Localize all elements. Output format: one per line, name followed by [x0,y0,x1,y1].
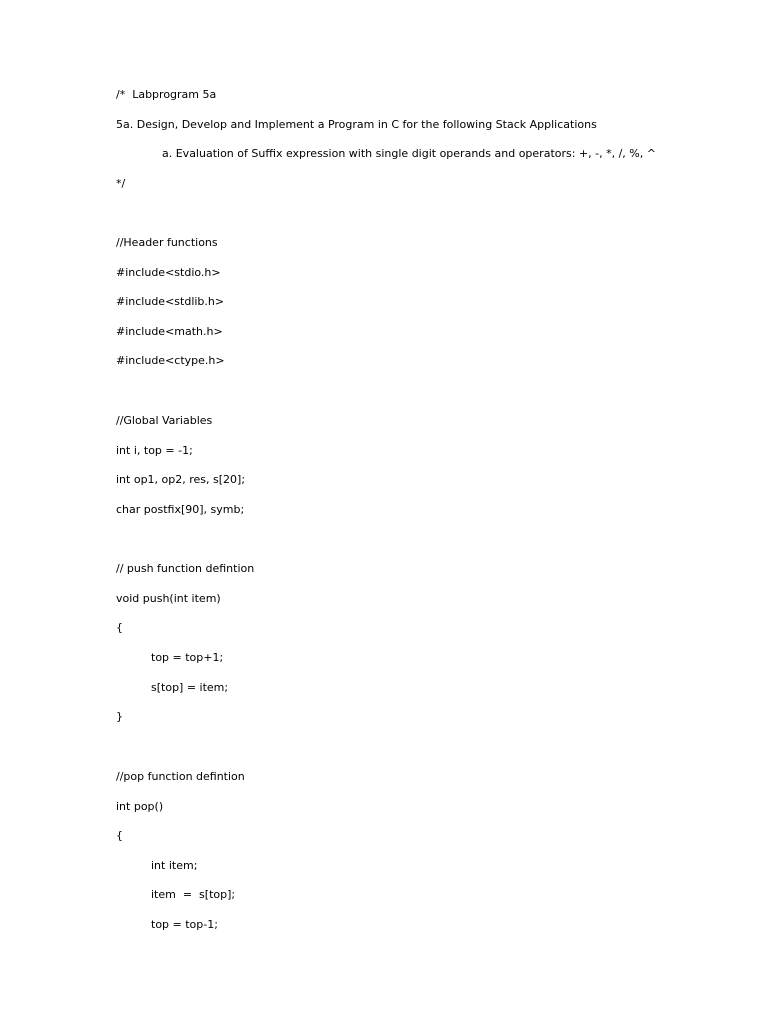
pop-open-brace-line: { [116,829,123,842]
include-ctype-line: #include<ctype.h> [116,354,225,367]
pop-decrement-line: top = top-1; [151,918,218,931]
pop-read-item-line: item = s[top]; [151,888,236,901]
push-open-brace-line: { [116,621,123,634]
global-int-top-line: int i, top = -1; [116,444,193,457]
include-stdlib-line: #include<stdlib.h> [116,295,225,308]
global-operands-line: int op1, op2, res, s[20]; [116,473,246,486]
assignment-subtitle-line: a. Evaluation of Suffix expression with single digit operands and operators: +, -, *, /, %, ^ [162,147,656,160]
global-postfix-line: char postfix[90], symb; [116,503,245,516]
include-math-line: #include<math.h> [116,325,223,338]
comment-start-line: /* Labprogram 5a [116,88,217,101]
globals-comment-line: //Global Variables [116,414,213,427]
header-comment-line: //Header functions [116,236,218,249]
push-close-brace-line: } [116,710,123,723]
pop-declare-item-line: int item; [151,859,198,872]
push-increment-line: top = top+1; [151,651,224,664]
push-signature-line: void push(int item) [116,592,221,605]
pop-comment-line: //pop function defintion [116,770,245,783]
assignment-title-line: 5a. Design, Develop and Implement a Program in C for the following Stack Applications [116,118,597,131]
include-stdio-line: #include<stdio.h> [116,266,221,279]
push-comment-line: // push function defintion [116,562,255,575]
comment-end-line: */ [116,177,126,190]
pop-signature-line: int pop() [116,800,164,813]
push-assign-line: s[top] = item; [151,681,229,694]
